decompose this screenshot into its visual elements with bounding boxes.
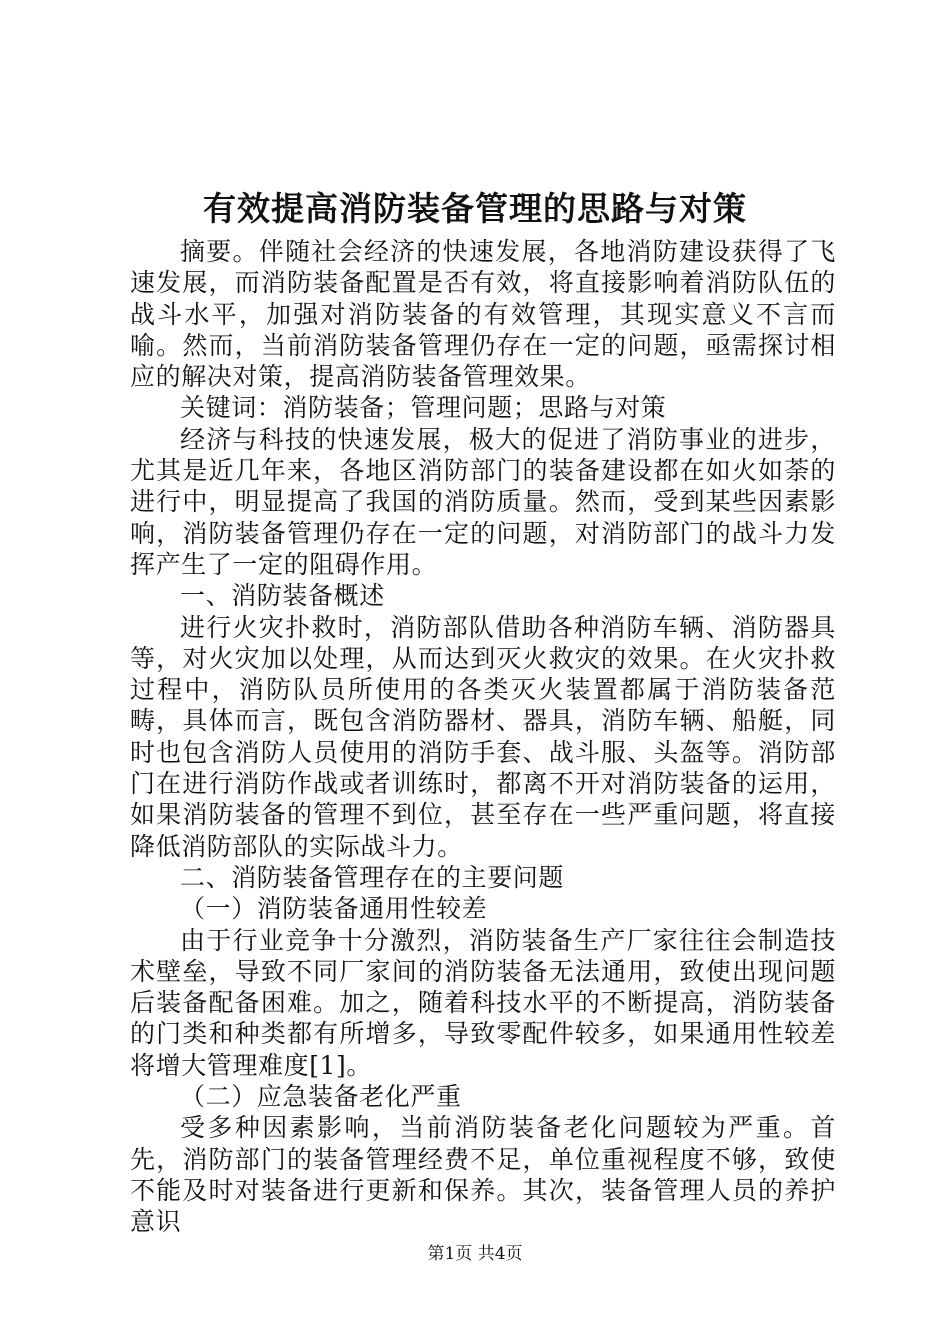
subsection-1-paragraph: 由于行业竞争十分激烈，消防装备生产厂家往往会制造技术壁垒，导致不同厂家间的消防装备无法通用，致使出现问题后装备配备困难。加之，随着科技水平的不断提高，消防装备的门类和种类都有所增多，导致零配件较多，如果通用性较差将增大管理难度[1]。 xyxy=(130,925,836,1080)
document-body xyxy=(130,236,836,1238)
section-1-paragraph: 进行火灾扑救时，消防部队借助各种消防车辆、消防器具等，对火灾加以处理，从而达到灭火救灾的效果。在火灾扑救过程中，消防队员所使用的各类灭火装置都属于消防装备范畴，具体而言，既包含消防器材、器具，消防车辆、船艇，同时也包含消防人员使用的消防手套、战斗服、头盔等。消防部门在进行消防作战或者训练时，都离不开对消防装备的运用，如果消防装备的管理不到位，甚至存在一些严重问题，将直接降低消防部队的实际战斗力。 xyxy=(130,612,836,861)
document-title: 有效提高消防装备管理的思路与对策 xyxy=(203,189,747,228)
intro-paragraph: 经济与科技的快速发展，极大的促进了消防事业的进步，尤其是近几年来，各地区消防部门的装备建设都在如火如荼的进行中，明显提高了我国的消防质量。然而，受到某些因素影响，消防装备管理仍存在一定的问题，对消防部门的战斗力发挥产生了一定的阻碍作用。 xyxy=(130,424,836,579)
subsection-heading-2: （二）应急装备老化严重 xyxy=(180,1082,462,1112)
abstract-paragraph: 摘要。伴随社会经济的快速发展，各地消防建设获得了飞速发展，而消防装备配置是否有效，将直接影响着消防队伍的战斗水平，加强对消防装备的有效管理，其现实意义不言而喻。然而，当前消防装备管理仍存在一定的问题，亟需探讨相应的解决对策，提高消防装备管理效果。 xyxy=(130,237,836,392)
subsection-heading-1: （一）消防装备通用性较差 xyxy=(180,894,488,924)
keywords-paragraph: 关键词：消防装备；管理问题；思路与对策 xyxy=(180,393,667,423)
page-number-footer: 第1页 共4页 xyxy=(427,1244,523,1264)
subsection-2-paragraph: 受多种因素影响，当前消防装备老化问题较为严重。首先，消防部门的装备管理经费不足，单位重视程度不够，致使不能及时对装备进行更新和保养。其次，装备管理人员的养护意识 xyxy=(130,1113,836,1237)
section-heading-2: 二、消防装备管理存在的主要问题 xyxy=(180,862,565,892)
section-heading-1: 一、消防装备概述 xyxy=(180,581,385,611)
